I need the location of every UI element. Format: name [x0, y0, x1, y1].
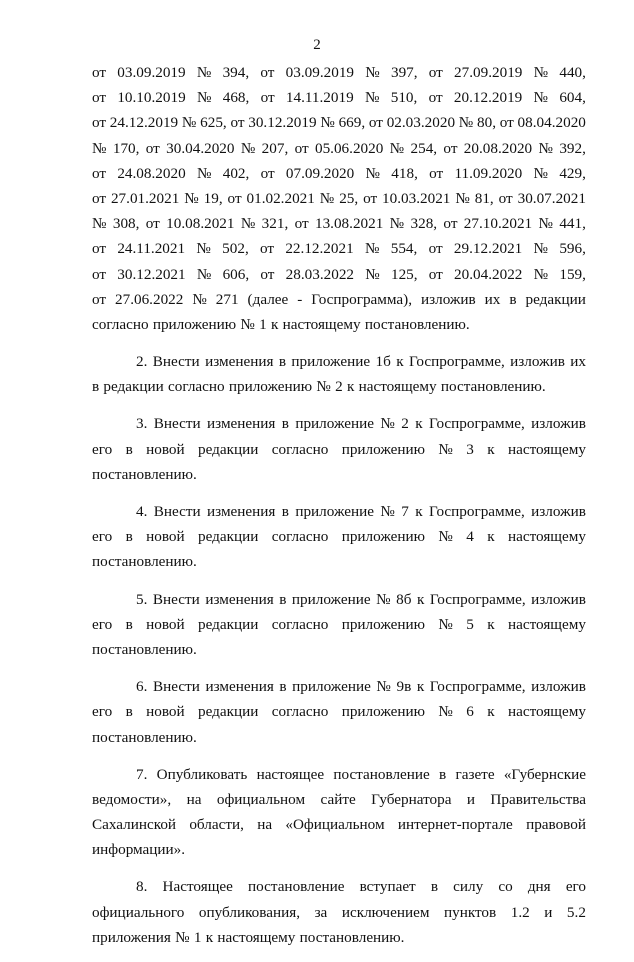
text-line: от 27.06.2022 № 271 (далее - Госпрограмма), изложив их в редакции: [92, 290, 586, 308]
text-line: № 308, от 10.08.2021 № 321, от 13.08.2021 № 328, от 27.10.2021 № 441,: [92, 215, 586, 233]
text-line: согласно приложению № 1 к настоящему постановлению.: [92, 315, 470, 333]
text-line: Сахалинской области, на «Официальном интернет-портале правовой: [92, 816, 586, 834]
text-line: постановлению.: [92, 640, 197, 658]
text-line: 4. Внести изменения в приложение № 7 к Госпрограмме, изложив: [136, 503, 586, 520]
text-line: от 10.10.2019 № 468, от 14.11.2019 № 510, от 20.12.2019 № 604,: [92, 89, 586, 107]
document-body: [92, 60, 586, 962]
text-line: постановлению.: [92, 728, 197, 746]
paragraph-item-4: [92, 499, 586, 575]
paragraph-item-8: [92, 874, 586, 950]
text-line: его в новой редакции согласно приложению № 3 к настоящему: [92, 440, 586, 458]
text-line: 8. Настоящее постановление вступает в силу со дня его: [136, 878, 586, 896]
text-line: от 27.01.2021 № 19, от 01.02.2021 № 25, от 10.03.2021 № 81, от 30.07.2021: [92, 189, 586, 207]
text-line: от 30.12.2021 № 606, от 28.03.2022 № 125, от 20.04.2022 № 159,: [92, 265, 586, 283]
paragraph-item-6: [92, 674, 586, 750]
paragraph-item-7: [92, 762, 586, 863]
text-line: в редакции согласно приложению № 2 к настоящему постановлению.: [92, 378, 546, 396]
text-line: 2. Внести изменения в приложение 1б к Госпрограмме, изложив их: [136, 353, 586, 371]
text-line: от 24.11.2021 № 502, от 22.12.2021 № 554, от 29.12.2021 № 596,: [92, 240, 586, 258]
text-line: официального опубликования, за исключением пунктов 1.2 и 5.2: [92, 903, 586, 921]
text-line: информации».: [92, 841, 186, 859]
paragraph-item-5: [92, 587, 586, 663]
page-number: 2: [313, 37, 321, 53]
text-line: 3. Внести изменения в приложение № 2 к Госпрограмме, изложив: [136, 415, 586, 433]
text-line: постановлению.: [92, 465, 197, 483]
text-line: его в новой редакции согласно приложению № 6 к настоящему: [92, 703, 586, 721]
text-line: от 03.09.2019 № 394, от 03.09.2019 № 397, от 27.09.2019 № 440,: [92, 64, 586, 81]
text-line: 7. Опубликовать настоящее постановление в газете «Губернские: [136, 765, 586, 783]
text-line: от 24.08.2020 № 402, от 07.09.2020 № 418, от 11.09.2020 № 429,: [92, 164, 586, 182]
text-line: от 24.12.2019 № 625, от 30.12.2019 № 669, от 02.03.2020 № 80, от 08.04.2020: [92, 114, 586, 132]
text-line: его в новой редакции согласно приложению № 4 к настоящему: [92, 528, 586, 546]
paragraph-item-2: [92, 349, 586, 399]
text-line: № 170, от 30.04.2020 № 207, от 05.06.2020 № 254, от 20.08.2020 № 392,: [92, 139, 586, 157]
text-line: приложения № 1 к настоящему постановлению.: [92, 928, 405, 946]
text-line: постановлению.: [92, 553, 197, 571]
text-line: его в новой редакции согласно приложению № 5 к настоящему: [92, 615, 586, 633]
text-line: 5. Внести изменения в приложение № 8б к Госпрограмме, изложив: [136, 590, 586, 608]
text-line: ведомости», на официальном сайте Губернатора и Правительства: [92, 790, 586, 808]
paragraph-continuation: [92, 60, 586, 337]
text-line: 6. Внести изменения в приложение № 9в к Госпрограмме, изложив: [136, 678, 586, 696]
paragraph-item-3: [92, 411, 586, 487]
